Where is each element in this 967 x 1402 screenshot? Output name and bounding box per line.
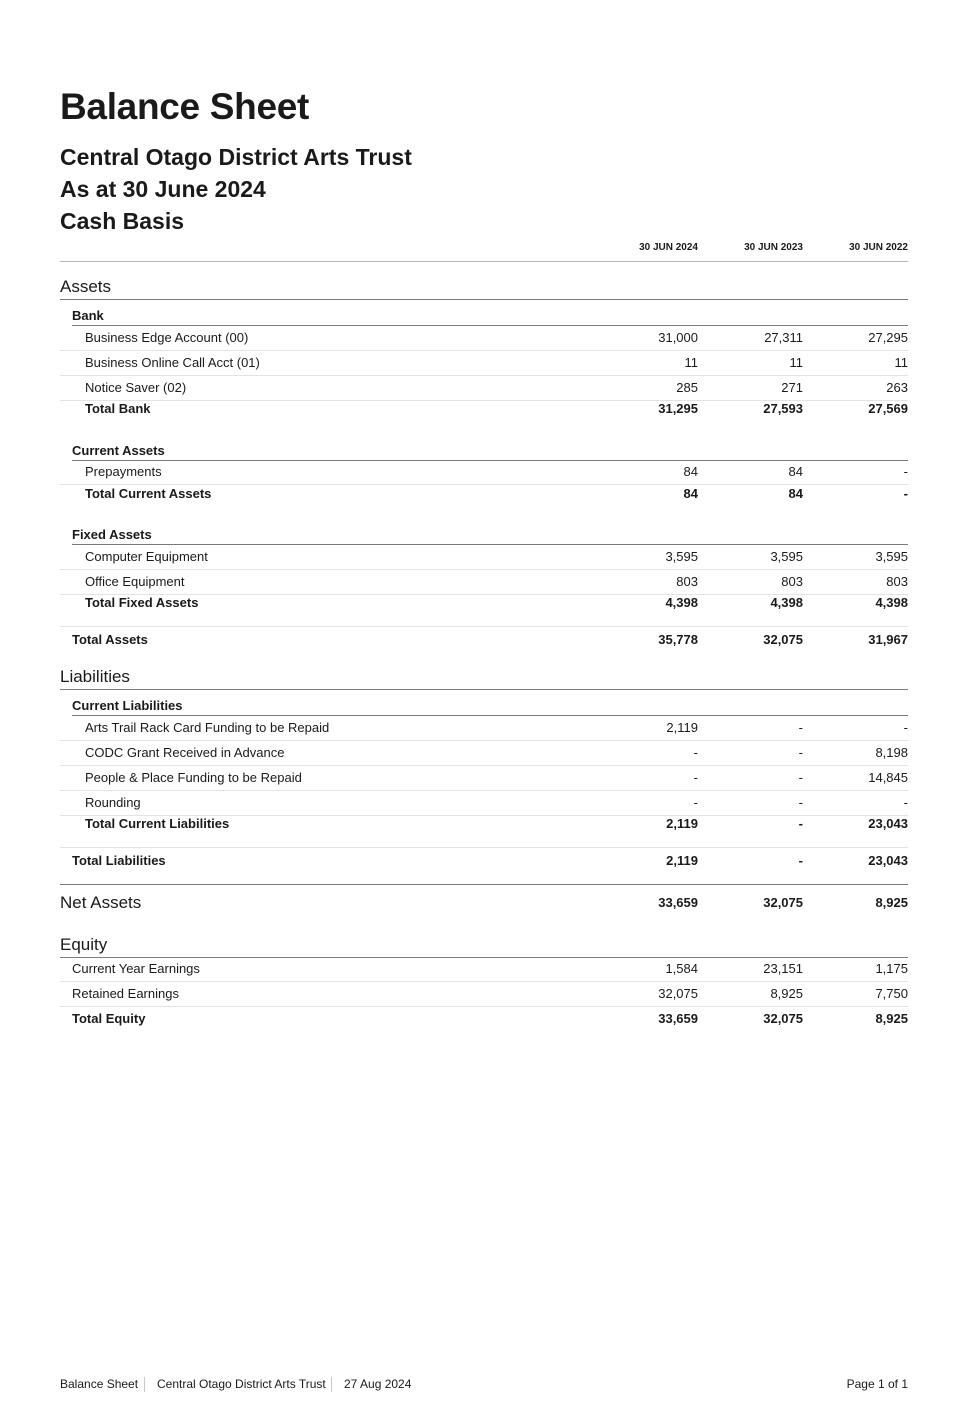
table-row — [60, 982, 908, 1007]
footer-date: 27 Aug 2024 — [344, 1377, 412, 1391]
report-basis: Cash Basis — [60, 208, 185, 234]
row-value-2024: 3,595 — [665, 549, 698, 564]
row-value-2022: 8,925 — [875, 1011, 908, 1026]
row-value-2023: 32,075 — [763, 1011, 803, 1026]
row-value-2022: 8,198 — [875, 745, 908, 760]
row-value-2024: 11 — [684, 355, 698, 370]
total-row-assets — [60, 626, 908, 649]
footer-page-number: Page 1 of 1 — [846, 1377, 908, 1391]
table-row — [60, 741, 908, 766]
row-value-2022: 14,845 — [868, 770, 908, 785]
row-value-2023: 27,593 — [763, 401, 803, 416]
footer-report-name: Balance Sheet — [60, 1377, 139, 1391]
column-headers — [60, 240, 908, 262]
group-heading-current-assets — [72, 443, 908, 461]
group-heading-current-liabilities — [72, 698, 908, 716]
row-value-2022: - — [903, 720, 908, 735]
row-value-2024: 4,398 — [665, 595, 698, 610]
net-assets-row — [60, 884, 908, 913]
organization-name: Central Otago District Arts Trust — [60, 144, 412, 170]
row-value-2023: 11 — [789, 355, 803, 370]
row-value-2024: - — [693, 770, 698, 785]
table-row — [60, 766, 908, 791]
total-row-equity — [60, 1011, 908, 1029]
row-label: Net Assets — [60, 893, 142, 912]
row-label: Business Edge Account (00) — [85, 330, 249, 345]
table-row — [60, 791, 908, 816]
group-heading-label: Bank — [72, 308, 104, 323]
report-date-line: As at 30 June 2024 — [60, 176, 266, 202]
row-label: Total Fixed Assets — [85, 595, 199, 610]
row-value-2023: 32,075 — [763, 895, 803, 910]
row-value-2022: 23,043 — [868, 853, 908, 868]
row-value-2023: 4,398 — [770, 595, 803, 610]
row-label: Prepayments — [85, 464, 162, 479]
report-title: Balance Sheet — [60, 86, 310, 127]
row-value-2022: 23,043 — [868, 816, 908, 831]
group-heading-bank — [72, 308, 908, 326]
row-value-2023: 32,075 — [763, 632, 803, 647]
row-value-2024: 84 — [683, 464, 698, 479]
row-label: CODC Grant Received in Advance — [85, 745, 285, 760]
row-value-2022: 3,595 — [875, 549, 908, 564]
table-row — [60, 376, 908, 401]
row-label: Total Liabilities — [72, 853, 166, 868]
group-heading-label: Fixed Assets — [72, 527, 152, 542]
table-row — [60, 351, 908, 376]
group-heading-label: Current Assets — [72, 443, 165, 458]
total-row-fixed-assets — [60, 595, 908, 613]
row-label: Total Equity — [72, 1011, 146, 1026]
row-value-2022: 263 — [886, 380, 908, 395]
row-value-2023: 3,595 — [770, 549, 803, 564]
row-value-2022: 27,295 — [868, 330, 908, 345]
row-label: Total Current Liabilities — [85, 816, 230, 831]
row-label: Office Equipment — [85, 574, 185, 589]
row-value-2024: 2,119 — [666, 853, 698, 868]
row-value-2023: - — [798, 745, 803, 760]
row-value-2024: - — [693, 795, 698, 810]
row-value-2024: 2,119 — [666, 816, 698, 831]
row-value-2023: - — [798, 795, 803, 810]
row-value-2022: 31,967 — [868, 632, 908, 647]
column-header-2022: 30 JUN 2022 — [849, 242, 908, 253]
table-row — [60, 460, 908, 485]
column-header-2024: 30 JUN 2024 — [639, 242, 698, 253]
row-value-2023: 84 — [788, 464, 803, 479]
row-label: Arts Trail Rack Card Funding to be Repaid — [85, 720, 330, 735]
row-value-2024: 32,075 — [658, 986, 698, 1001]
row-value-2023: 84 — [788, 486, 803, 501]
row-label: Notice Saver (02) — [85, 380, 187, 395]
row-value-2022: 1,175 — [875, 961, 908, 976]
section-heading-label: Equity — [60, 935, 108, 954]
row-value-2024: 33,659 — [658, 895, 698, 910]
table-row — [60, 545, 908, 570]
row-label: Computer Equipment — [85, 549, 208, 564]
table-row — [60, 570, 908, 595]
row-label: Current Year Earnings — [72, 961, 200, 976]
row-value-2024: 33,659 — [658, 1011, 698, 1026]
table-row — [60, 716, 908, 741]
group-heading-fixed-assets — [72, 527, 908, 545]
row-value-2023: 803 — [781, 574, 803, 589]
total-row-current-liabilities — [60, 816, 908, 834]
total-row-current-assets — [60, 486, 908, 504]
row-value-2024: 31,000 — [658, 330, 698, 345]
row-value-2024: 31,295 — [658, 401, 698, 416]
section-heading-equity — [60, 935, 908, 958]
row-label: Total Current Assets — [85, 486, 212, 501]
total-row-liabilities — [60, 847, 908, 870]
row-value-2022: 7,750 — [875, 986, 908, 1001]
footer-separator — [331, 1377, 332, 1392]
table-row — [60, 957, 908, 982]
row-value-2022: 4,398 — [875, 595, 908, 610]
row-value-2024: 2,119 — [666, 720, 698, 735]
table-row — [60, 326, 908, 351]
row-value-2024: - — [693, 745, 698, 760]
column-header-2023: 30 JUN 2023 — [744, 242, 803, 253]
row-value-2022: - — [903, 795, 908, 810]
total-row-bank — [60, 401, 908, 419]
row-label: Business Online Call Acct (01) — [85, 355, 260, 370]
row-value-2022: 27,569 — [868, 401, 908, 416]
row-value-2023: 271 — [781, 380, 803, 395]
section-heading-assets — [60, 277, 908, 300]
footer-organization: Central Otago District Arts Trust — [157, 1377, 326, 1391]
section-heading-label: Liabilities — [60, 667, 130, 686]
row-label: Total Bank — [85, 401, 151, 416]
row-label: Retained Earnings — [72, 986, 179, 1001]
row-value-2024: 35,778 — [658, 632, 698, 647]
row-value-2024: 84 — [683, 486, 698, 501]
row-value-2023: 27,311 — [764, 330, 803, 345]
row-label: Total Assets — [72, 632, 148, 647]
row-value-2022: - — [903, 486, 908, 501]
group-heading-label: Current Liabilities — [72, 698, 183, 713]
row-value-2022: 11 — [894, 355, 908, 370]
row-value-2022: 8,925 — [875, 895, 908, 910]
row-value-2024: 803 — [676, 574, 698, 589]
row-label: Rounding — [85, 795, 141, 810]
row-value-2023: - — [798, 853, 803, 868]
row-value-2023: - — [798, 770, 803, 785]
row-value-2023: 8,925 — [770, 986, 803, 1001]
row-value-2022: - — [903, 464, 908, 479]
footer-separator — [144, 1377, 145, 1392]
row-value-2024: 285 — [676, 380, 698, 395]
section-heading-liabilities — [60, 667, 908, 690]
row-value-2023: - — [798, 816, 803, 831]
row-value-2023: 23,151 — [763, 961, 803, 976]
row-value-2024: 1,584 — [665, 961, 698, 976]
row-label: People & Place Funding to be Repaid — [85, 770, 302, 785]
section-heading-label: Assets — [60, 277, 112, 296]
row-value-2022: 803 — [886, 574, 908, 589]
row-value-2023: - — [798, 720, 803, 735]
